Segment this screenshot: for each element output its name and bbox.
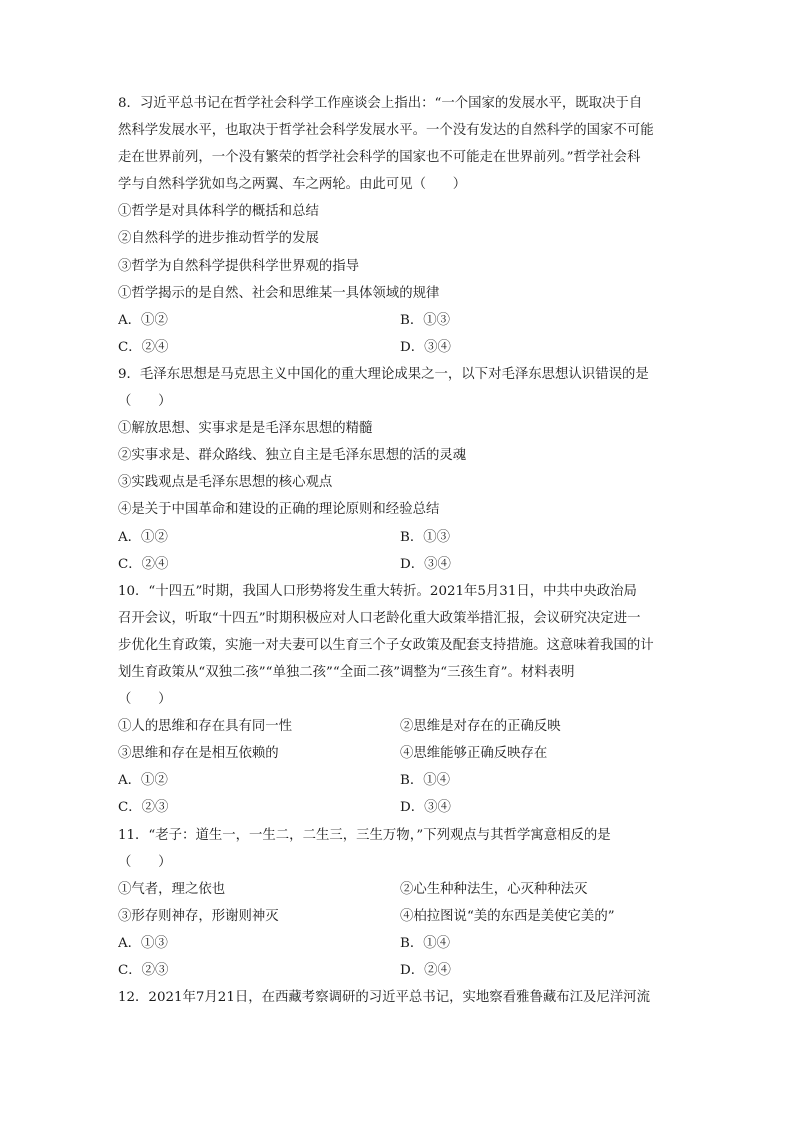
question-12 [118, 984, 683, 1011]
exam-content [118, 90, 683, 1011]
option-c: C．②④ [118, 339, 169, 355]
question-10-item: ④思维能够正确反映存在 [400, 746, 548, 762]
option-c: C．②④ [118, 556, 169, 572]
question-8-stem-line: 学与自然科学犹如鸟之两翼、车之两轮。由此可见（ ） [118, 177, 467, 193]
question-11-item: ③形存则神存，形谢则神灭 [118, 908, 279, 924]
question-11-stem-line: 11．“老子：道生一，一生二，二生三，三生万物，”下列观点与其哲学寓意相反的是 [118, 827, 611, 843]
question-10-stem-line: 10．“十四五”时期，我国人口形势将发生重大转折。2021年5月31日，中共中央政治局 [118, 583, 637, 599]
option-d: D．③④ [400, 800, 451, 816]
question-10-stem-line: 召开会议，听取“十四五”时期积极应对人口老龄化重大政策举措汇报，会议研究决定进一 [118, 610, 641, 626]
question-9 [118, 361, 683, 578]
option-a: A．①② [118, 312, 168, 328]
question-8 [118, 90, 683, 361]
question-8-item: ①哲学揭示的是自然、社会和思维某一具体领域的规律 [118, 285, 440, 301]
question-10-items-row [118, 713, 683, 740]
question-8-stem-line: 8．习近平总书记在哲学社会科学工作座谈会上指出：“一个国家的发展水平，既取决于自 [118, 96, 643, 111]
question-9-options-row [118, 524, 683, 551]
question-10-item: ②思维是对存在的正确反映 [400, 719, 561, 735]
question-11-item: ②心生种种法生，心灭种种法灭 [400, 881, 588, 897]
question-10 [118, 578, 683, 822]
question-8-stem-line: 然科学发展水平，也取决于哲学社会科学发展水平。一个没有发达的自然科学的国家不可能 [118, 123, 654, 139]
question-10-item: ①人的思维和存在具有同一性 [118, 719, 293, 735]
question-9-stem-line: （ ） [118, 394, 172, 410]
option-d: D．③④ [400, 339, 451, 355]
question-10-item: ③思维和存在是相互依赖的 [118, 746, 279, 762]
question-9-stem-line: 9．毛泽东思想是马克思主义中国化的重大理论成果之一，以下对毛泽东思想认识错误的是 [118, 366, 649, 382]
option-a: A．①② [118, 773, 168, 789]
question-12-stem-line: 12．2021年7月21日，在西藏考察调研的习近平总书记，实地察看雅鲁藏布江及尼洋河流 [118, 990, 650, 1006]
option-d: D．②④ [400, 963, 451, 978]
question-11-item: ①气者，理之依也 [118, 881, 226, 897]
question-11-stem-line: （ ） [118, 854, 172, 870]
question-10-items-row [118, 740, 683, 767]
question-9-item: ①解放思想、实事求是是毛泽东思想的精髓 [118, 421, 373, 437]
option-c: C．②③ [118, 963, 169, 978]
option-b: B．①③ [400, 529, 451, 545]
question-10-options-row [118, 794, 683, 821]
question-10-options-row [118, 767, 683, 794]
option-d: D．③④ [400, 556, 451, 572]
question-9-options-row [118, 551, 683, 578]
question-8-item: ②自然科学的进步推动哲学的发展 [118, 231, 319, 247]
question-10-stem-line: 划生育政策从“双独二孩”“单独二孩”“全面二孩”调整为“三孩生育”。材料表明 [118, 664, 575, 680]
question-8-options-row [118, 334, 683, 361]
question-9-item: ④是关于中国革命和建设的正确的理论原则和经验总结 [118, 502, 440, 518]
question-8-options-row [118, 307, 683, 334]
question-10-stem-line: 步优化生育政策，实施一对夫妻可以生育三个子女政策及配套支持措施。这意味着我国的计 [118, 637, 654, 653]
question-9-item: ②实事求是、群众路线、独立自主是毛泽东思想的活的灵魂 [118, 448, 467, 464]
option-a: A．①③ [118, 935, 168, 951]
question-11-options-row [118, 930, 683, 957]
question-11-items-row [118, 903, 683, 930]
option-b: B．①④ [400, 773, 451, 789]
option-b: B．①③ [400, 312, 451, 328]
question-8-item: ①哲学是对具体科学的概括和总结 [118, 204, 319, 220]
question-9-item: ③实践观点是毛泽东思想的核心观点 [118, 475, 333, 491]
question-8-stem-line: 走在世界前列，一个没有繁荣的哲学社会科学的国家也不可能走在世界前列。”哲学社会科 [118, 150, 641, 166]
option-b: B．①④ [400, 935, 451, 951]
question-11 [118, 822, 683, 985]
question-11-options-row [118, 957, 683, 984]
question-11-item: ④柏拉图说“美的东西是美使它美的” [400, 908, 615, 924]
question-8-item: ③哲学为自然科学提供科学世界观的指导 [118, 258, 360, 274]
option-c: C．②③ [118, 800, 169, 816]
question-10-stem-line: （ ） [118, 692, 172, 708]
option-a: A．①② [118, 529, 168, 545]
question-11-items-row [118, 876, 683, 903]
